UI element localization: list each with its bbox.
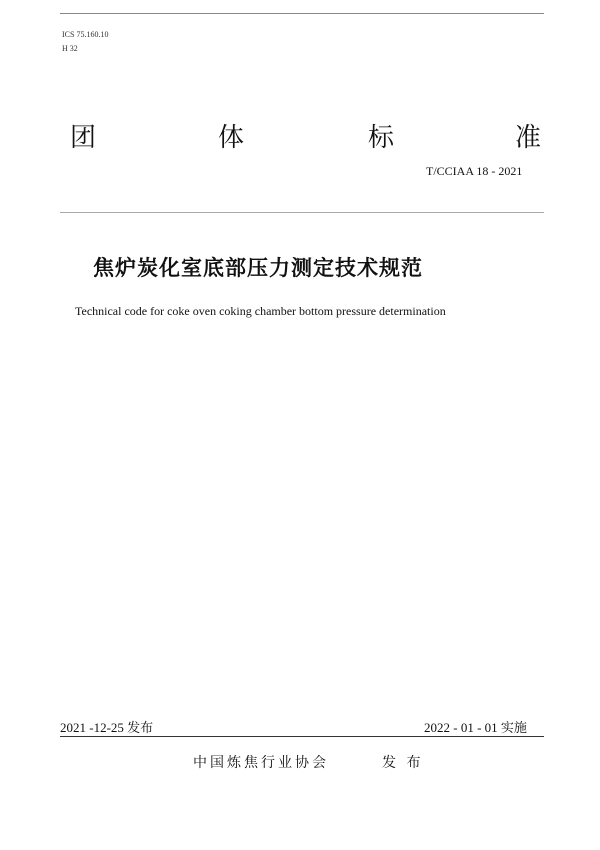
category-char-4: 准 [515, 123, 542, 153]
category-char-1: 团 [70, 123, 97, 153]
publisher: 中国炼焦行业协会 [193, 755, 329, 771]
release-date: 2021 -12-25 发布 [60, 720, 154, 735]
footer-rule [60, 736, 544, 737]
header-rule [60, 212, 544, 213]
title-en: Technical code for coke oven coking chamber bottom pressure determination [75, 304, 446, 318]
top-rule [60, 13, 544, 14]
standard-number: T/CCIAA 18 - 2021 [426, 164, 523, 178]
category-char-2: 体 [218, 123, 245, 153]
ics-code: ICS 75.160.10 [62, 30, 109, 39]
title-cn: 焦炉炭化室底部压力测定技术规范 [93, 256, 423, 280]
publish-label: 发 布 [382, 755, 424, 771]
category-char-3: 标 [368, 123, 395, 153]
effective-date: 2022 - 01 - 01 实施 [424, 720, 527, 735]
ccs-code: H 32 [62, 44, 78, 53]
